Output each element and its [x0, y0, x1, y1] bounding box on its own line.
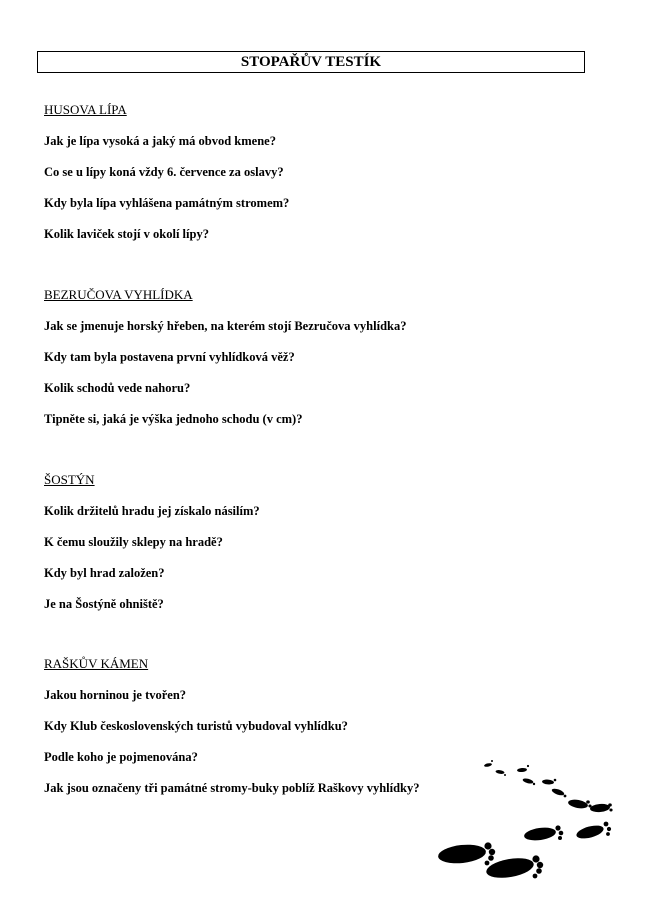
question: Kdy byl hrad založen?: [44, 566, 165, 580]
question: K čemu sloužily sklepy na hradě?: [44, 535, 223, 549]
question: Kdy byla lípa vyhlášena památným stromem?: [44, 196, 290, 210]
section-heading: ŠOSTÝN: [44, 472, 95, 487]
section-sostyn: [44, 473, 604, 628]
question: Jak jsou označeny tři památné stromy-buky poblíž Raškovy vyhlídky?: [44, 781, 420, 795]
question: Kdy Klub československých turistů vybudoval vyhlídku?: [44, 719, 348, 733]
section-heading: BEZRUČOVA VYHLÍDKA: [44, 287, 193, 302]
question: Jakou horninou je tvořen?: [44, 688, 187, 702]
question: Podle koho je pojmenována?: [44, 750, 198, 764]
question: Co se u lípy koná vždy 6. července za oslavy?: [44, 165, 284, 179]
question: Je na Šostýně ohniště?: [44, 597, 164, 611]
footprints-icon: [430, 748, 620, 883]
question: Kolik držitelů hradu jej získalo násilím?: [44, 504, 260, 518]
question: Kolik laviček stojí v okolí lípy?: [44, 227, 209, 241]
section-heading: HUSOVA LÍPA: [44, 102, 127, 117]
section-bezrucova-vyhlidka: [44, 288, 604, 443]
question: Tipněte si, jaká je výška jednoho schodu (v cm)?: [44, 412, 303, 426]
question: Kolik schodů vede nahoru?: [44, 381, 191, 395]
question: Kdy tam byla postavena první vyhlídková věž?: [44, 350, 295, 364]
question: Jak je lípa vysoká a jaký má obvod kmene?: [44, 134, 276, 148]
page-title: STOPAŘŮV TESTÍK: [37, 51, 585, 73]
section-husova-lipa: [44, 103, 604, 258]
section-heading: RAŠKŮV KÁMEN: [44, 656, 149, 671]
question: Jak se jmenuje horský hřeben, na kterém stojí Bezručova vyhlídka?: [44, 319, 407, 333]
